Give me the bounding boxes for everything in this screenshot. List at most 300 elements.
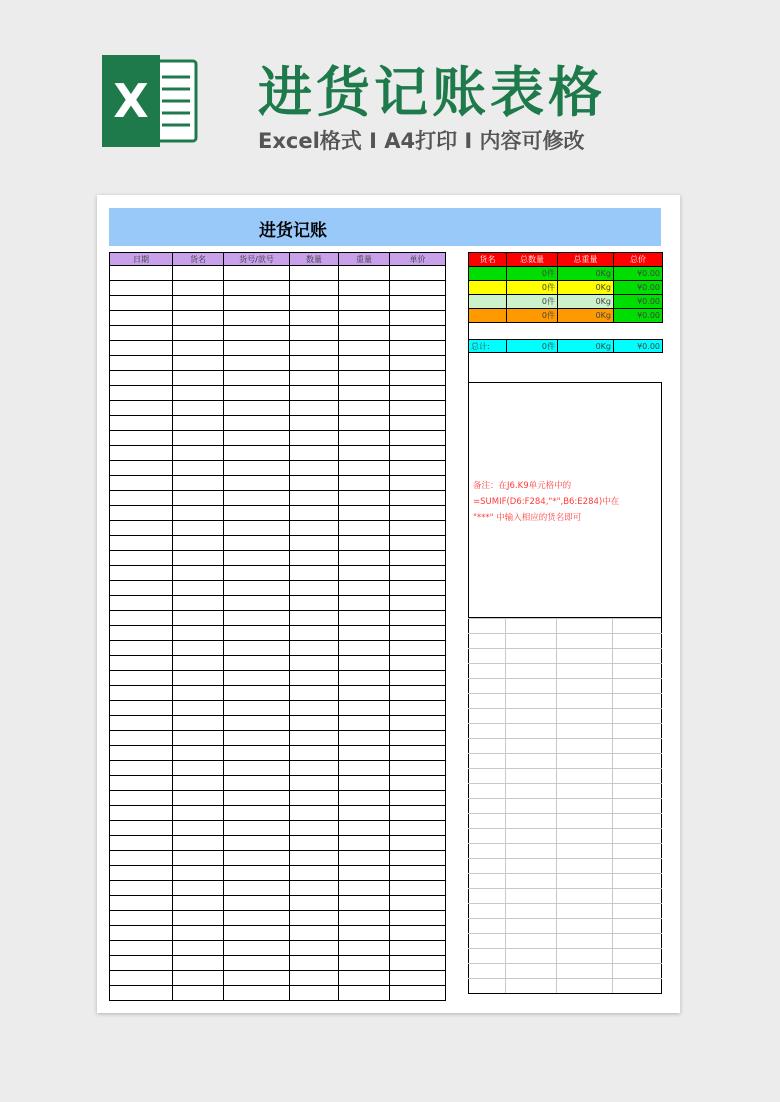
- table-cell[interactable]: [224, 836, 290, 851]
- table-cell[interactable]: [110, 311, 173, 326]
- table-cell[interactable]: [390, 821, 446, 836]
- grid-cell[interactable]: [557, 814, 613, 829]
- table-cell[interactable]: [224, 791, 290, 806]
- table-cell[interactable]: [290, 971, 339, 986]
- table-cell[interactable]: [339, 521, 390, 536]
- grid-cell[interactable]: [557, 619, 613, 634]
- table-cell[interactable]: [110, 326, 173, 341]
- table-cell[interactable]: [290, 371, 339, 386]
- table-cell[interactable]: [390, 971, 446, 986]
- grid-cell[interactable]: [506, 859, 557, 874]
- grid-cell[interactable]: [506, 694, 557, 709]
- table-cell[interactable]: [173, 281, 224, 296]
- grid-cell[interactable]: [557, 634, 613, 649]
- table-cell[interactable]: [224, 386, 290, 401]
- table-cell[interactable]: [173, 716, 224, 731]
- table-cell[interactable]: [290, 776, 339, 791]
- table-cell[interactable]: [173, 656, 224, 671]
- table-cell[interactable]: [173, 776, 224, 791]
- table-cell[interactable]: [224, 881, 290, 896]
- table-cell[interactable]: [390, 686, 446, 701]
- table-cell[interactable]: [224, 551, 290, 566]
- grid-cell[interactable]: [469, 979, 506, 994]
- table-cell[interactable]: [290, 506, 339, 521]
- table-cell[interactable]: [339, 296, 390, 311]
- table-cell[interactable]: [173, 266, 224, 281]
- table-cell[interactable]: [290, 701, 339, 716]
- table-cell[interactable]: [290, 596, 339, 611]
- table-cell[interactable]: [339, 671, 390, 686]
- table-cell[interactable]: [290, 641, 339, 656]
- table-cell[interactable]: [290, 791, 339, 806]
- table-cell[interactable]: [290, 866, 339, 881]
- table-cell[interactable]: [173, 881, 224, 896]
- table-cell[interactable]: [339, 656, 390, 671]
- grid-cell[interactable]: [613, 649, 662, 664]
- grid-cell[interactable]: [469, 784, 506, 799]
- table-cell[interactable]: [224, 266, 290, 281]
- table-cell[interactable]: [339, 641, 390, 656]
- table-cell[interactable]: [339, 851, 390, 866]
- table-cell[interactable]: [390, 881, 446, 896]
- table-cell[interactable]: [290, 536, 339, 551]
- grid-cell[interactable]: [557, 919, 613, 934]
- table-cell[interactable]: [224, 866, 290, 881]
- table-cell[interactable]: [173, 386, 224, 401]
- table-cell[interactable]: [110, 521, 173, 536]
- table-cell[interactable]: [390, 626, 446, 641]
- table-cell[interactable]: [224, 326, 290, 341]
- table-cell[interactable]: [110, 476, 173, 491]
- table-cell[interactable]: [390, 416, 446, 431]
- table-cell[interactable]: [290, 941, 339, 956]
- table-cell[interactable]: [390, 356, 446, 371]
- table-cell[interactable]: [110, 941, 173, 956]
- table-cell[interactable]: [173, 341, 224, 356]
- table-cell[interactable]: [290, 296, 339, 311]
- table-cell[interactable]: [224, 356, 290, 371]
- table-cell[interactable]: [290, 896, 339, 911]
- table-cell[interactable]: [339, 806, 390, 821]
- grid-cell[interactable]: [469, 754, 506, 769]
- grid-cell[interactable]: [506, 664, 557, 679]
- grid-cell[interactable]: [469, 814, 506, 829]
- table-cell[interactable]: [224, 506, 290, 521]
- grid-cell[interactable]: [613, 934, 662, 949]
- table-cell[interactable]: [339, 311, 390, 326]
- table-cell[interactable]: [390, 941, 446, 956]
- table-cell[interactable]: [290, 341, 339, 356]
- grid-cell[interactable]: [506, 724, 557, 739]
- grid-cell[interactable]: [557, 934, 613, 949]
- table-cell[interactable]: [339, 776, 390, 791]
- table-cell[interactable]: [224, 986, 290, 1001]
- table-cell[interactable]: [290, 656, 339, 671]
- table-cell[interactable]: [339, 836, 390, 851]
- grid-cell[interactable]: [557, 649, 613, 664]
- table-cell[interactable]: [290, 491, 339, 506]
- table-cell[interactable]: [110, 881, 173, 896]
- table-cell[interactable]: [339, 731, 390, 746]
- grid-cell[interactable]: [506, 949, 557, 964]
- grid-cell[interactable]: [469, 724, 506, 739]
- table-cell[interactable]: [173, 371, 224, 386]
- table-cell[interactable]: [290, 686, 339, 701]
- table-cell[interactable]: [390, 371, 446, 386]
- grid-cell[interactable]: [557, 829, 613, 844]
- table-cell[interactable]: [110, 536, 173, 551]
- table-cell[interactable]: [390, 641, 446, 656]
- grid-cell[interactable]: [613, 919, 662, 934]
- table-cell[interactable]: [390, 956, 446, 971]
- table-cell[interactable]: [173, 761, 224, 776]
- table-cell[interactable]: [390, 746, 446, 761]
- table-cell[interactable]: [110, 956, 173, 971]
- table-cell[interactable]: [390, 476, 446, 491]
- table-cell[interactable]: [173, 971, 224, 986]
- table-cell[interactable]: [390, 581, 446, 596]
- table-cell[interactable]: [390, 731, 446, 746]
- grid-cell[interactable]: [557, 844, 613, 859]
- table-cell[interactable]: [110, 356, 173, 371]
- grid-cell[interactable]: [613, 829, 662, 844]
- table-cell[interactable]: [390, 611, 446, 626]
- grid-cell[interactable]: [557, 739, 613, 754]
- table-cell[interactable]: [224, 776, 290, 791]
- grid-cell[interactable]: [557, 859, 613, 874]
- table-cell[interactable]: [290, 806, 339, 821]
- grid-cell[interactable]: [557, 874, 613, 889]
- table-cell[interactable]: [173, 731, 224, 746]
- table-cell[interactable]: [110, 296, 173, 311]
- table-cell[interactable]: [173, 536, 224, 551]
- table-cell[interactable]: [224, 446, 290, 461]
- table-cell[interactable]: [290, 281, 339, 296]
- table-cell[interactable]: [173, 506, 224, 521]
- table-cell[interactable]: [290, 716, 339, 731]
- table-cell[interactable]: [110, 971, 173, 986]
- table-cell[interactable]: [290, 881, 339, 896]
- table-cell[interactable]: [390, 911, 446, 926]
- table-cell[interactable]: [110, 686, 173, 701]
- table-cell[interactable]: [339, 941, 390, 956]
- grid-cell[interactable]: [469, 694, 506, 709]
- table-cell[interactable]: [339, 761, 390, 776]
- grid-cell[interactable]: [506, 919, 557, 934]
- grid-cell[interactable]: [469, 949, 506, 964]
- table-cell[interactable]: [224, 311, 290, 326]
- grid-cell[interactable]: [613, 979, 662, 994]
- table-cell[interactable]: [390, 506, 446, 521]
- table-cell[interactable]: [390, 671, 446, 686]
- grid-cell[interactable]: [613, 904, 662, 919]
- grid-cell[interactable]: [557, 964, 613, 979]
- table-cell[interactable]: [173, 311, 224, 326]
- table-cell[interactable]: [339, 986, 390, 1001]
- table-cell[interactable]: [290, 581, 339, 596]
- table-cell[interactable]: [224, 461, 290, 476]
- table-cell[interactable]: [173, 866, 224, 881]
- table-cell[interactable]: [339, 446, 390, 461]
- table-cell[interactable]: [390, 926, 446, 941]
- table-cell[interactable]: [173, 671, 224, 686]
- grid-cell[interactable]: [506, 784, 557, 799]
- table-cell[interactable]: [339, 926, 390, 941]
- grid-cell[interactable]: [506, 979, 557, 994]
- table-cell[interactable]: [390, 491, 446, 506]
- table-cell[interactable]: [339, 596, 390, 611]
- table-cell[interactable]: [110, 461, 173, 476]
- grid-cell[interactable]: [557, 724, 613, 739]
- table-cell[interactable]: [390, 446, 446, 461]
- table-cell[interactable]: [173, 566, 224, 581]
- grid-cell[interactable]: [506, 679, 557, 694]
- table-cell[interactable]: [390, 386, 446, 401]
- grid-cell[interactable]: [613, 859, 662, 874]
- table-cell[interactable]: [290, 386, 339, 401]
- grid-cell[interactable]: [469, 964, 506, 979]
- table-cell[interactable]: [110, 581, 173, 596]
- table-cell[interactable]: [390, 431, 446, 446]
- grid-cell[interactable]: [469, 739, 506, 754]
- grid-cell[interactable]: [469, 649, 506, 664]
- grid-cell[interactable]: [506, 754, 557, 769]
- table-cell[interactable]: [173, 611, 224, 626]
- table-cell[interactable]: [173, 641, 224, 656]
- table-cell[interactable]: [173, 581, 224, 596]
- table-cell[interactable]: [110, 491, 173, 506]
- table-cell[interactable]: [339, 386, 390, 401]
- grid-cell[interactable]: [469, 829, 506, 844]
- table-cell[interactable]: [173, 806, 224, 821]
- table-cell[interactable]: [339, 896, 390, 911]
- table-cell[interactable]: [173, 746, 224, 761]
- grid-cell[interactable]: [613, 769, 662, 784]
- table-cell[interactable]: [224, 476, 290, 491]
- table-cell[interactable]: [390, 896, 446, 911]
- table-cell[interactable]: [173, 851, 224, 866]
- table-cell[interactable]: [290, 401, 339, 416]
- table-cell[interactable]: [173, 686, 224, 701]
- table-cell[interactable]: [110, 596, 173, 611]
- grid-cell[interactable]: [506, 799, 557, 814]
- grid-cell[interactable]: [469, 709, 506, 724]
- grid-cell[interactable]: [557, 784, 613, 799]
- table-cell[interactable]: [224, 521, 290, 536]
- table-cell[interactable]: [339, 611, 390, 626]
- grid-cell[interactable]: [613, 844, 662, 859]
- grid-cell[interactable]: [613, 784, 662, 799]
- grid-cell[interactable]: [506, 874, 557, 889]
- grid-cell[interactable]: [613, 964, 662, 979]
- table-cell[interactable]: [390, 566, 446, 581]
- grid-cell[interactable]: [469, 859, 506, 874]
- table-cell[interactable]: [110, 266, 173, 281]
- table-cell[interactable]: [110, 671, 173, 686]
- table-cell[interactable]: [173, 296, 224, 311]
- table-cell[interactable]: [224, 641, 290, 656]
- table-cell[interactable]: [173, 551, 224, 566]
- table-cell[interactable]: [339, 971, 390, 986]
- table-cell[interactable]: [224, 686, 290, 701]
- table-cell[interactable]: [290, 356, 339, 371]
- table-cell[interactable]: [224, 971, 290, 986]
- table-cell[interactable]: [110, 701, 173, 716]
- table-cell[interactable]: [339, 866, 390, 881]
- table-cell[interactable]: [224, 281, 290, 296]
- table-cell[interactable]: [290, 926, 339, 941]
- table-cell[interactable]: [224, 821, 290, 836]
- table-cell[interactable]: [173, 326, 224, 341]
- grid-cell[interactable]: [469, 664, 506, 679]
- table-cell[interactable]: [224, 296, 290, 311]
- table-cell[interactable]: [110, 896, 173, 911]
- grid-cell[interactable]: [557, 709, 613, 724]
- table-cell[interactable]: [173, 521, 224, 536]
- table-cell[interactable]: [173, 821, 224, 836]
- table-cell[interactable]: [339, 686, 390, 701]
- grid-cell[interactable]: [506, 709, 557, 724]
- table-cell[interactable]: [173, 941, 224, 956]
- table-cell[interactable]: [290, 461, 339, 476]
- table-cell[interactable]: [110, 851, 173, 866]
- table-cell[interactable]: [173, 791, 224, 806]
- table-cell[interactable]: [290, 626, 339, 641]
- table-cell[interactable]: [339, 956, 390, 971]
- table-cell[interactable]: [390, 596, 446, 611]
- table-cell[interactable]: [224, 851, 290, 866]
- table-cell[interactable]: [390, 866, 446, 881]
- table-cell[interactable]: [224, 941, 290, 956]
- table-cell[interactable]: [173, 401, 224, 416]
- table-cell[interactable]: [339, 476, 390, 491]
- table-cell[interactable]: [173, 926, 224, 941]
- table-cell[interactable]: [290, 326, 339, 341]
- table-cell[interactable]: [173, 356, 224, 371]
- table-cell[interactable]: [110, 611, 173, 626]
- grid-cell[interactable]: [469, 634, 506, 649]
- grid-cell[interactable]: [613, 664, 662, 679]
- table-cell[interactable]: [339, 626, 390, 641]
- table-cell[interactable]: [224, 671, 290, 686]
- table-cell[interactable]: [290, 956, 339, 971]
- table-cell[interactable]: [339, 326, 390, 341]
- table-cell[interactable]: [339, 431, 390, 446]
- table-cell[interactable]: [339, 401, 390, 416]
- table-cell[interactable]: [110, 386, 173, 401]
- grid-cell[interactable]: [506, 769, 557, 784]
- table-cell[interactable]: [290, 311, 339, 326]
- grid-cell[interactable]: [469, 904, 506, 919]
- table-cell[interactable]: [339, 821, 390, 836]
- grid-cell[interactable]: [613, 739, 662, 754]
- table-cell[interactable]: [390, 776, 446, 791]
- table-cell[interactable]: [339, 341, 390, 356]
- table-cell[interactable]: [110, 341, 173, 356]
- table-cell[interactable]: [224, 956, 290, 971]
- table-cell[interactable]: [110, 911, 173, 926]
- table-cell[interactable]: [110, 821, 173, 836]
- table-cell[interactable]: [290, 431, 339, 446]
- table-cell[interactable]: [224, 581, 290, 596]
- table-cell[interactable]: [290, 476, 339, 491]
- table-cell[interactable]: [224, 656, 290, 671]
- grid-cell[interactable]: [506, 934, 557, 949]
- table-cell[interactable]: [290, 761, 339, 776]
- table-cell[interactable]: [224, 926, 290, 941]
- grid-cell[interactable]: [469, 874, 506, 889]
- table-cell[interactable]: [290, 266, 339, 281]
- table-cell[interactable]: [390, 701, 446, 716]
- grid-cell[interactable]: [613, 799, 662, 814]
- table-cell[interactable]: [224, 431, 290, 446]
- table-cell[interactable]: [390, 986, 446, 1001]
- grid-cell[interactable]: [557, 904, 613, 919]
- grid-cell[interactable]: [469, 769, 506, 784]
- grid-cell[interactable]: [506, 964, 557, 979]
- table-cell[interactable]: [224, 896, 290, 911]
- table-cell[interactable]: [173, 596, 224, 611]
- table-cell[interactable]: [224, 701, 290, 716]
- grid-cell[interactable]: [557, 694, 613, 709]
- grid-cell[interactable]: [557, 754, 613, 769]
- table-cell[interactable]: [224, 536, 290, 551]
- table-cell[interactable]: [224, 416, 290, 431]
- table-cell[interactable]: [290, 986, 339, 1001]
- table-cell[interactable]: [224, 761, 290, 776]
- table-cell[interactable]: [290, 836, 339, 851]
- table-cell[interactable]: [390, 296, 446, 311]
- table-cell[interactable]: [339, 266, 390, 281]
- table-cell[interactable]: [390, 851, 446, 866]
- grid-cell[interactable]: [506, 889, 557, 904]
- table-cell[interactable]: [290, 521, 339, 536]
- table-cell[interactable]: [290, 566, 339, 581]
- table-cell[interactable]: [224, 371, 290, 386]
- table-cell[interactable]: [390, 551, 446, 566]
- grid-cell[interactable]: [613, 949, 662, 964]
- grid-cell[interactable]: [613, 619, 662, 634]
- table-cell[interactable]: [173, 491, 224, 506]
- grid-cell[interactable]: [506, 619, 557, 634]
- grid-cell[interactable]: [506, 829, 557, 844]
- grid-cell[interactable]: [506, 904, 557, 919]
- table-cell[interactable]: [339, 791, 390, 806]
- table-cell[interactable]: [110, 791, 173, 806]
- table-cell[interactable]: [339, 461, 390, 476]
- table-cell[interactable]: [290, 851, 339, 866]
- grid-cell[interactable]: [557, 679, 613, 694]
- table-cell[interactable]: [224, 341, 290, 356]
- grid-cell[interactable]: [613, 754, 662, 769]
- table-cell[interactable]: [290, 821, 339, 836]
- table-cell[interactable]: [173, 416, 224, 431]
- table-cell[interactable]: [173, 896, 224, 911]
- table-cell[interactable]: [339, 416, 390, 431]
- table-cell[interactable]: [390, 311, 446, 326]
- table-cell[interactable]: [390, 806, 446, 821]
- table-cell[interactable]: [224, 731, 290, 746]
- table-cell[interactable]: [110, 986, 173, 1001]
- table-cell[interactable]: [290, 671, 339, 686]
- grid-cell[interactable]: [506, 634, 557, 649]
- table-cell[interactable]: [290, 731, 339, 746]
- table-cell[interactable]: [224, 911, 290, 926]
- grid-cell[interactable]: [613, 634, 662, 649]
- table-cell[interactable]: [290, 551, 339, 566]
- table-cell[interactable]: [224, 566, 290, 581]
- table-cell[interactable]: [224, 746, 290, 761]
